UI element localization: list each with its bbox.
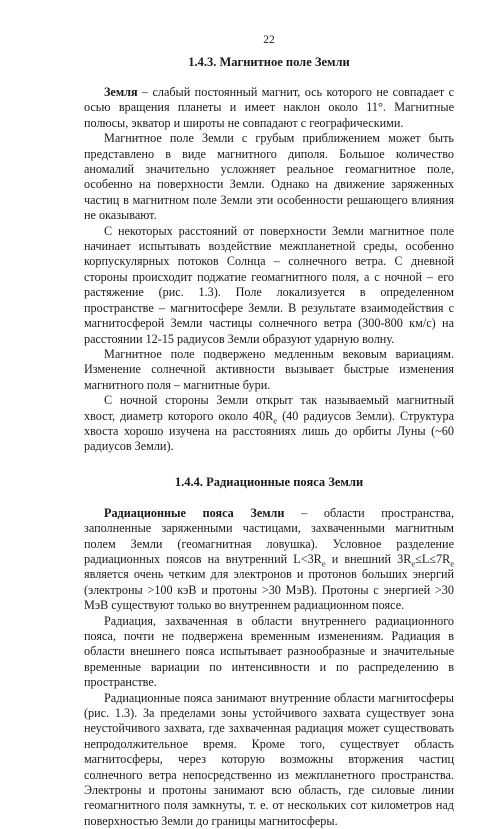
subscript: е xyxy=(321,558,326,569)
term-earth: Земля xyxy=(104,85,138,99)
text-fragment: – области пространства, заполненные заряженными частицами, захваченными магнитным полем Земли (геомагнитная ловушка). Условное разделение радиационных поясов на внутренний L<3R xyxy=(84,505,454,566)
subscript: е xyxy=(273,414,278,425)
term-radiation-belts: Радиационные пояса Земли xyxy=(104,505,285,520)
text-fragment: и внешний 3R xyxy=(325,551,412,566)
text-fragment: С ночной стороны Земли открыт так называемый магнитный хвост, диаметр которого около 40R xyxy=(84,393,454,423)
section-1-title: 1.4.3. Магнитное поле Земли xyxy=(188,55,350,69)
section-1-paragraph-3: С некоторых расстояний от поверхности Земли магнитное поле начинает испытывать воздействие межпланетной среды, особенно корпускулярных потоков Солнца – солнечного ветра. С дневной стороны происходит поджатие геомагнитного поля, а с ночной – его растяжение (рис. 1.3). Поле локализуется в определенном пространстве – магнитосфере Земли. В результате взаимодействия с магнитосферой Земли частицы солнечного ветра (300-800 км/с) на расстоянии 12-15 радиусов Земли образуют ударную волну. xyxy=(84,223,454,346)
section-1-paragraph-4: Магнитное поле подвержено медленным вековым вариациям. Изменение солнечной активности вызывает быстрые изменения магнитного поля – магнитные бури. xyxy=(84,346,454,392)
section-1-paragraph-2: Магнитное поле Земли с грубым приближением может быть представлено в виде магнитного диполя. Большое количество аномалий значительно усложняет реальное геомагнитное поле, особенно на поверхности Земли. Однако на движение заряженных частиц в магнитном поле Земли эти особенности решающего влияния не оказывают. xyxy=(84,131,454,223)
section-2-paragraph-1 xyxy=(84,506,454,614)
text-fragment: ≤L≤7R xyxy=(415,551,451,566)
text-fragment: является очень четким для электронов и протонов больших энергий (электроны >100 кэВ и протоны >30 МэВ). Протоны с энергией >30 МэВ существуют только во внутреннем радиационном поясе. xyxy=(84,567,454,613)
page-number: 22 xyxy=(263,34,275,46)
subscript: е xyxy=(450,558,454,569)
text-fragment: (40 радиусов Земли). Структура хвоста хорошо изучена на расстояниях лишь до орбиты Луны (~60 радиусов Земли). xyxy=(84,408,454,454)
section-2-title: 1.4.4. Радиационные пояса Земли xyxy=(174,474,364,489)
text-fragment: – слабый постоянный магнит, ось которого не совпадает с осью вращения планеты и имеет наклон около 11°. Магнитные полюсы, экватор и широты не совпадают с географическими. xyxy=(84,85,454,130)
section-2-paragraph-2: Радиация, захваченная в области внутреннего радиационного пояса, почти не подвержена временным изменениям. Радиация в области внешнего пояса испытывает разнообразные и значительные временные вариации по интенсивности и по распределению в пространстве. xyxy=(84,613,454,690)
section-1-paragraph-5 xyxy=(84,393,454,455)
section-1-paragraph-1 xyxy=(84,85,454,131)
subscript: е xyxy=(411,558,416,569)
section-2-paragraph-3: Радиационные пояса занимают внутренние области магнитосферы (рис. 1.3). За пределами зоны устойчивого захвата существует зона неустойчивого захвата, где захваченная радиация может существовать непродолжительное время. Кроме того, существует область магнитосферы, через которую возможны вторжения частиц солнечного ветра непосредственно из межпланетного пространства. Электроны и протоны занимают всю область, где силовые линии геомагнитного поля замкнуты, т. е. от нескольких сот километров над поверхностью Земли до границы магнитосферы. xyxy=(84,690,454,828)
